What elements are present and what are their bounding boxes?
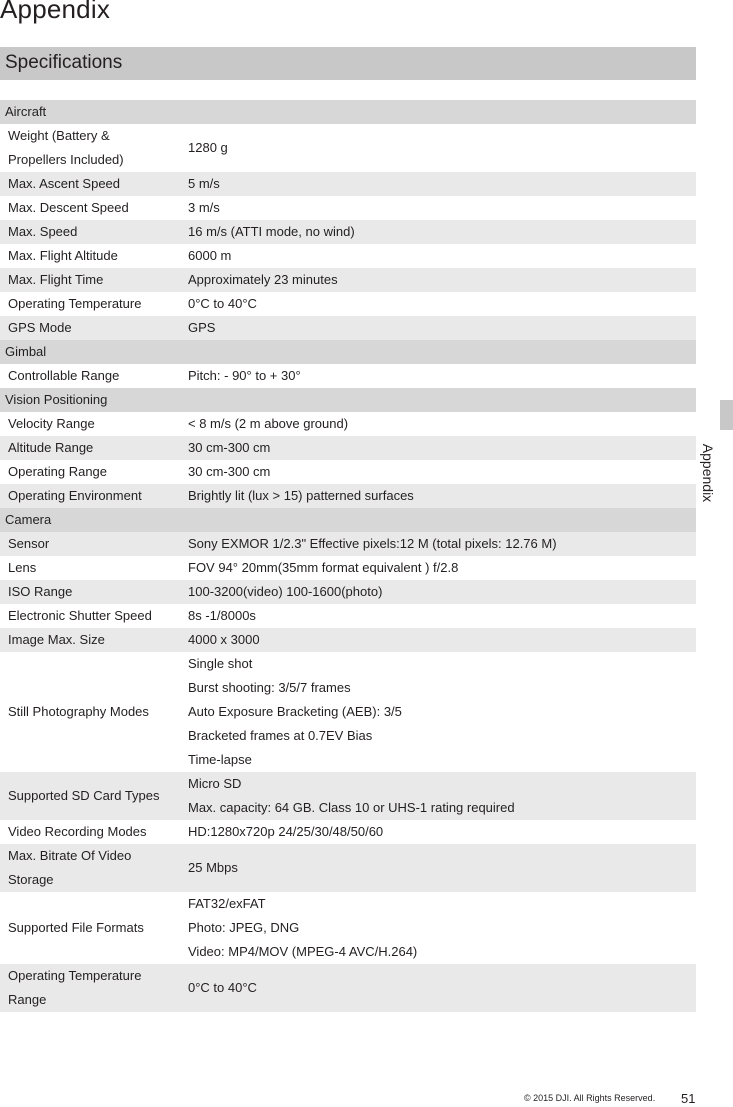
spec-value-line: < 8 m/s (2 m above ground) bbox=[188, 416, 349, 431]
spec-row bbox=[0, 556, 696, 580]
spec-value bbox=[188, 220, 696, 244]
spec-value-line: Time-lapse bbox=[188, 752, 252, 767]
spec-value-line: Photo: JPEG, DNG bbox=[188, 920, 300, 935]
section-header bbox=[0, 47, 696, 80]
spec-value bbox=[188, 892, 696, 964]
spec-label bbox=[0, 556, 188, 580]
spec-value-line: FOV 94° 20mm(35mm format equivalent ) f/2.8 bbox=[188, 560, 459, 575]
spec-label-line: Range bbox=[8, 992, 47, 1007]
spec-label bbox=[0, 172, 188, 196]
spec-label bbox=[0, 412, 188, 436]
spec-row bbox=[0, 364, 696, 388]
spec-row bbox=[0, 268, 696, 292]
spec-row bbox=[0, 220, 696, 244]
spec-value bbox=[188, 460, 696, 484]
spec-label-line: Propellers Included) bbox=[8, 152, 124, 167]
spec-label-line: Max. Bitrate Of Video bbox=[8, 848, 132, 863]
spec-row bbox=[0, 484, 696, 508]
side-tab-label: Appendix bbox=[700, 443, 716, 503]
section-title: Specifications bbox=[5, 52, 123, 73]
spec-row bbox=[0, 244, 696, 268]
spec-value bbox=[188, 484, 696, 508]
spec-value-line: 8s -1/8000s bbox=[188, 608, 256, 623]
spec-label bbox=[0, 220, 188, 244]
spec-value bbox=[188, 772, 696, 820]
group-label: Camera bbox=[5, 512, 52, 527]
spec-row bbox=[0, 532, 696, 556]
spec-label-line: Max. Speed bbox=[8, 224, 78, 239]
spec-label-line: Supported File Formats bbox=[8, 920, 144, 935]
spec-value-line: Auto Exposure Bracketing (AEB): 3/5 bbox=[188, 704, 402, 719]
spec-row bbox=[0, 652, 696, 772]
spec-value-line: FAT32/exFAT bbox=[188, 896, 266, 911]
spec-label bbox=[0, 292, 188, 316]
spec-value-line: Video: MP4/MOV (MPEG-4 AVC/H.264) bbox=[188, 944, 418, 959]
spec-group-header bbox=[0, 388, 696, 412]
spec-row bbox=[0, 604, 696, 628]
spec-value-line: Micro SD bbox=[188, 776, 242, 791]
spec-label-line: Max. Flight Time bbox=[8, 272, 104, 287]
spec-group-header bbox=[0, 100, 696, 124]
spec-label bbox=[0, 244, 188, 268]
spec-label-line: GPS Mode bbox=[8, 320, 72, 335]
spec-label-line: Operating Range bbox=[8, 464, 108, 479]
spec-label-line: ISO Range bbox=[8, 584, 73, 599]
spec-label-line: Altitude Range bbox=[8, 440, 94, 455]
spec-value-line: 4000 x 3000 bbox=[188, 632, 260, 647]
spec-value-line: Bracketed frames at 0.7EV Bias bbox=[188, 728, 373, 743]
spec-value-line: Brightly lit (lux > 15) patterned surfaces bbox=[188, 488, 414, 503]
spec-label-line: Operating Environment bbox=[8, 488, 142, 503]
spec-label-line: Max. Flight Altitude bbox=[8, 248, 118, 263]
spec-value bbox=[188, 316, 696, 340]
spec-value bbox=[188, 532, 696, 556]
spec-value-line: GPS bbox=[188, 320, 216, 335]
spec-value-line: Single shot bbox=[188, 656, 253, 671]
spec-label bbox=[0, 124, 188, 172]
spec-value bbox=[188, 136, 696, 160]
spec-value-line: 1280 g bbox=[188, 140, 228, 155]
spec-value bbox=[188, 172, 696, 196]
spec-label bbox=[0, 628, 188, 652]
spec-value-line: Burst shooting: 3/5/7 frames bbox=[188, 680, 351, 695]
spec-row bbox=[0, 628, 696, 652]
spec-value bbox=[188, 292, 696, 316]
spec-label bbox=[0, 532, 188, 556]
spec-label-line: Supported SD Card Types bbox=[8, 788, 160, 803]
spec-value-line: Pitch: - 90° to + 30° bbox=[188, 368, 301, 383]
spec-label bbox=[0, 700, 188, 724]
spec-group-header bbox=[0, 508, 696, 532]
group-label: Aircraft bbox=[5, 104, 47, 119]
spec-value-line: Approximately 23 minutes bbox=[188, 272, 338, 287]
spec-row bbox=[0, 124, 696, 172]
spec-label-line: Video Recording Modes bbox=[8, 824, 147, 839]
spec-value bbox=[188, 976, 696, 1000]
spec-value-line: HD:1280x720p 24/25/30/48/50/60 bbox=[188, 824, 384, 839]
spec-row bbox=[0, 436, 696, 460]
spec-value bbox=[188, 820, 696, 844]
spec-row bbox=[0, 772, 696, 820]
spec-value bbox=[188, 604, 696, 628]
spec-row bbox=[0, 412, 696, 436]
spec-value-line: 5 m/s bbox=[188, 176, 220, 191]
spec-label-line: Max. Ascent Speed bbox=[8, 176, 121, 191]
spec-label bbox=[0, 844, 188, 892]
spec-value-line: Sony EXMOR 1/2.3" Effective pixels:12 M (total pixels: 12.76 M) bbox=[188, 536, 557, 551]
spec-row bbox=[0, 964, 696, 1012]
spec-label-line: Storage bbox=[8, 872, 54, 887]
footer-copyright: © 2015 DJI. All Rights Reserved. bbox=[524, 1093, 656, 1103]
spec-value bbox=[188, 412, 696, 436]
spec-label bbox=[0, 964, 188, 1012]
spec-label bbox=[0, 604, 188, 628]
spec-label-line: Velocity Range bbox=[8, 416, 95, 431]
spec-row bbox=[0, 460, 696, 484]
spec-label-line: Controllable Range bbox=[8, 368, 120, 383]
spec-row bbox=[0, 172, 696, 196]
spec-value-line: 0°C to 40°C bbox=[188, 296, 257, 311]
spec-value-line: Max. capacity: 64 GB. Class 10 or UHS-1 rating required bbox=[188, 800, 515, 815]
spec-value bbox=[188, 652, 696, 772]
page-title: Appendix bbox=[0, 0, 111, 24]
spec-value-line: 6000 m bbox=[188, 248, 232, 263]
page-number: 51 bbox=[681, 1091, 696, 1106]
spec-label-line: Operating Temperature bbox=[8, 296, 142, 311]
spec-label bbox=[0, 820, 188, 844]
spec-value bbox=[188, 556, 696, 580]
spec-value-line: 25 Mbps bbox=[188, 860, 238, 875]
spec-value bbox=[188, 580, 696, 604]
spec-value-line: 3 m/s bbox=[188, 200, 220, 215]
spec-value bbox=[188, 364, 696, 388]
spec-label bbox=[0, 196, 188, 220]
specifications-table bbox=[0, 100, 696, 1012]
spec-label-line: Sensor bbox=[8, 536, 50, 551]
spec-row bbox=[0, 580, 696, 604]
spec-label-line: Operating Temperature bbox=[8, 968, 142, 983]
spec-label-line: Image Max. Size bbox=[8, 632, 105, 647]
spec-label bbox=[0, 784, 188, 808]
spec-label bbox=[0, 268, 188, 292]
spec-value bbox=[188, 856, 696, 880]
group-label: Gimbal bbox=[5, 344, 47, 359]
spec-label-line: Max. Descent Speed bbox=[8, 200, 129, 215]
spec-value bbox=[188, 628, 696, 652]
spec-row bbox=[0, 316, 696, 340]
spec-value-line: 30 cm-300 cm bbox=[188, 440, 271, 455]
spec-row bbox=[0, 844, 696, 892]
spec-value bbox=[188, 244, 696, 268]
spec-value-line: 0°C to 40°C bbox=[188, 980, 257, 995]
spec-row bbox=[0, 820, 696, 844]
spec-label bbox=[0, 460, 188, 484]
spec-label-line: Lens bbox=[8, 560, 37, 575]
spec-label bbox=[0, 316, 188, 340]
spec-label bbox=[0, 364, 188, 388]
spec-value bbox=[188, 436, 696, 460]
spec-value-line: 30 cm-300 cm bbox=[188, 464, 271, 479]
spec-value bbox=[188, 196, 696, 220]
spec-label bbox=[0, 484, 188, 508]
spec-value bbox=[188, 268, 696, 292]
spec-value-line: 16 m/s (ATTI mode, no wind) bbox=[188, 224, 355, 239]
spec-row bbox=[0, 292, 696, 316]
group-label: Vision Positioning bbox=[5, 392, 108, 407]
spec-label-line: Electronic Shutter Speed bbox=[8, 608, 152, 623]
side-tab-marker bbox=[720, 400, 733, 430]
spec-row bbox=[0, 196, 696, 220]
spec-label bbox=[0, 916, 188, 940]
spec-row bbox=[0, 892, 696, 964]
spec-label-line: Weight (Battery & bbox=[8, 128, 110, 143]
spec-label bbox=[0, 580, 188, 604]
spec-value-line: 100-3200(video) 100-1600(photo) bbox=[188, 584, 383, 599]
spec-group-header bbox=[0, 340, 696, 364]
spec-label bbox=[0, 436, 188, 460]
spec-label-line: Still Photography Modes bbox=[8, 704, 149, 719]
